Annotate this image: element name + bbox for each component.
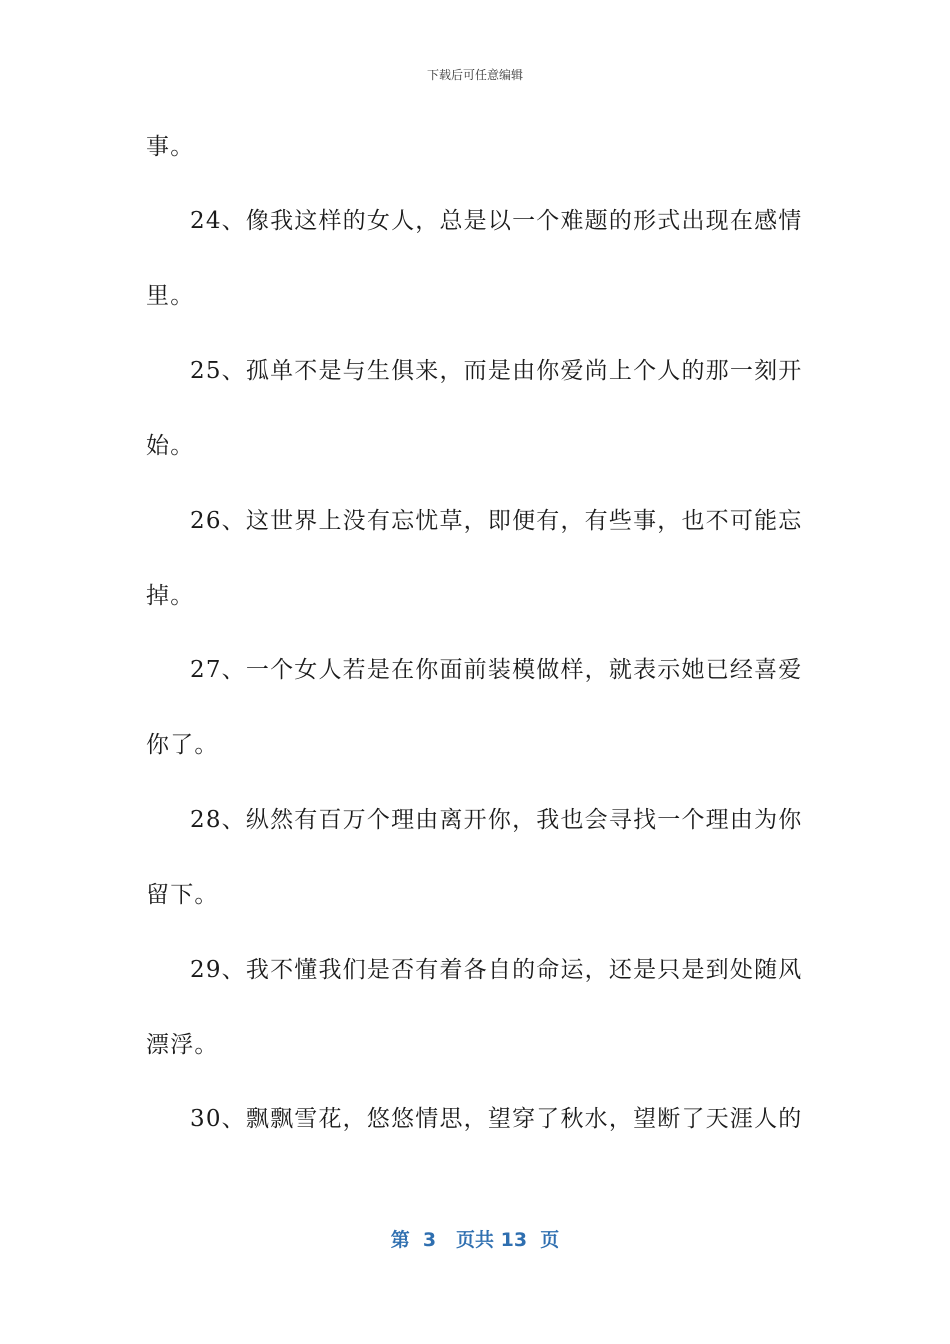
text-line: 24、像我这样的女人，总是以一个难题的形式出现在感情 [190,208,803,234]
text-line: 事。 [146,134,195,160]
text-line: 26、这世界上没有忘忧草，即便有，有些事，也不可能忘 [190,508,803,534]
text-line: 里。 [146,283,195,309]
text-line: 你了。 [146,732,219,758]
text-line: 27、一个女人若是在你面前装模做样，就表示她已经喜爱 [190,657,803,683]
text-line: 始。 [146,433,195,459]
text-line: 留下。 [146,882,219,908]
text-line: 28、纵然有百万个理由离开你，我也会寻找一个理由为你 [190,807,803,833]
text-line: 掉。 [146,583,195,609]
page-number-footer: 第 3 页共 13 页 [390,1229,560,1251]
text-line: 29、我不懂我们是否有着各自的命运，还是只是到处随风 [190,957,803,983]
text-line: 25、孤单不是与生俱来，而是由你爱尚上个人的那一刻开 [190,358,803,384]
text-line: 漂浮。 [146,1032,219,1058]
text-line: 30、飘飘雪花，悠悠情思，望穿了秋水，望断了天涯人的 [190,1106,803,1132]
page-header: 下载后可任意编辑 [426,68,523,82]
